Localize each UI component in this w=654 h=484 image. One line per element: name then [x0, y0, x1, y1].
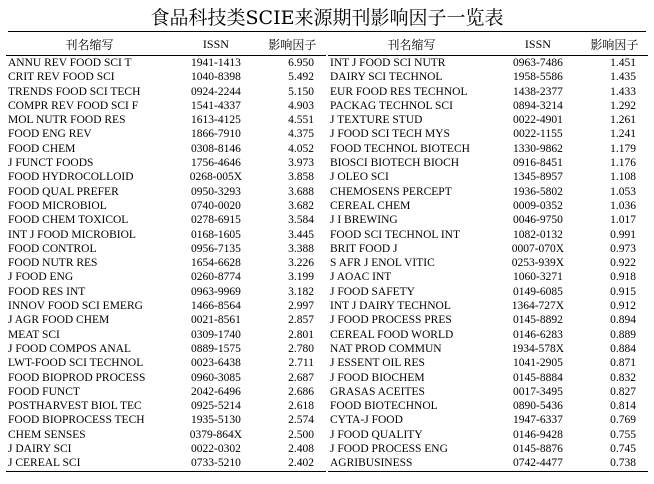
table-row — [6, 371, 326, 385]
table-row — [6, 70, 326, 84]
table-row — [6, 313, 326, 327]
cell-issn: 0253-939X — [511, 257, 565, 270]
cell-journal-abbr: FOOD HYDROCOLLOID — [8, 171, 134, 184]
cell-journal-abbr: CEREAL CHEM — [330, 199, 411, 212]
cell-journal-abbr: J TEXTURE STUD — [330, 114, 423, 127]
cell-issn: 0963-9969 — [191, 285, 241, 298]
cell-issn: 0017-3495 — [513, 385, 563, 398]
cell-journal-abbr: FOOD FUNCT — [8, 385, 80, 398]
cell-journal-abbr: INNOV FOOD SCI EMERG — [8, 300, 143, 313]
cell-issn: 1654-6628 — [191, 257, 241, 270]
cell-issn: 0023-6438 — [191, 357, 241, 370]
cell-journal-abbr: TRENDS FOOD SCI TECH — [8, 85, 141, 98]
table-row — [328, 70, 648, 84]
cell-journal-abbr: BRIT FOOD J — [330, 242, 398, 255]
table-row — [328, 142, 648, 156]
cell-journal-abbr: POSTHARVEST BIOL TEC — [8, 400, 142, 413]
cell-impact-factor: 0.832 — [610, 371, 636, 384]
cell-journal-abbr: J CEREAL SCI — [6, 456, 173, 471]
cell-impact-factor: 3.388 — [288, 242, 314, 255]
cell-impact-factor: 0.871 — [610, 357, 636, 370]
cell-journal-abbr: J FOOD COMPOS ANAL — [8, 342, 132, 355]
table-row — [328, 156, 648, 170]
table-row — [328, 442, 648, 456]
cell-issn: 0022-0302 — [191, 443, 241, 456]
cell-impact-factor: 1.036 — [610, 199, 636, 212]
table-row — [6, 56, 326, 71]
table-row — [6, 85, 326, 99]
cell-impact-factor: 3.682 — [288, 199, 314, 212]
table-row — [6, 385, 326, 399]
cell-journal-abbr: FOOD QUAL PREFER — [8, 185, 119, 198]
cell-journal-abbr: J ESSENT OIL RES — [330, 357, 425, 370]
table-row — [328, 113, 648, 127]
table-row — [6, 213, 326, 227]
cell-issn: 0733-5210 — [173, 456, 259, 471]
cell-journal-abbr: COMPR REV FOOD SCI F — [8, 99, 139, 112]
journal-tables — [6, 35, 648, 472]
cell-impact-factor: 2.618 — [288, 400, 314, 413]
cell-journal-abbr: J OLEO SCI — [330, 171, 389, 184]
table-row — [6, 228, 326, 242]
cell-impact-factor: 1.261 — [610, 114, 636, 127]
table-row — [6, 428, 326, 442]
table-row — [6, 156, 326, 170]
cell-impact-factor: 2.780 — [288, 342, 314, 355]
cell-impact-factor: 1.176 — [610, 157, 636, 170]
table-row — [6, 185, 326, 199]
cell-impact-factor: 3.182 — [288, 285, 314, 298]
cell-impact-factor: 3.226 — [288, 257, 314, 270]
table-row — [6, 99, 326, 113]
cell-journal-abbr: AGRIBUSINESS — [328, 456, 495, 471]
cell-impact-factor: 0.991 — [610, 228, 636, 241]
table-row — [328, 399, 648, 413]
page-title: 食品科技类SCIE来源期刊影响因子一览表 — [150, 7, 504, 29]
cell-issn: 1947-6337 — [513, 414, 563, 427]
table-row — [328, 299, 648, 313]
table-row — [328, 371, 648, 385]
cell-impact-factor: 3.584 — [288, 214, 314, 227]
cell-impact-factor: 5.492 — [288, 71, 314, 84]
cell-issn: 1330-9862 — [513, 142, 563, 155]
cell-journal-abbr: CHEM SENSES — [8, 428, 86, 441]
cell-issn: 1082-0132 — [513, 228, 563, 241]
table-row — [6, 199, 326, 213]
cell-impact-factor: 0.814 — [610, 400, 636, 413]
column-header-issn: ISSN — [173, 35, 259, 56]
table-row — [328, 127, 648, 141]
cell-impact-factor: 4.551 — [288, 114, 314, 127]
cell-journal-abbr: MEAT SCI — [8, 328, 60, 341]
cell-issn: 1934-578X — [511, 342, 565, 355]
cell-issn: 0740-0020 — [191, 199, 241, 212]
table-row — [6, 413, 326, 427]
table-row — [6, 456, 326, 471]
cell-journal-abbr: PACKAG TECHNOL SCI — [330, 99, 453, 112]
table-row — [328, 56, 648, 71]
cell-issn: 0308-8146 — [191, 142, 241, 155]
cell-issn: 0009-0352 — [513, 199, 563, 212]
cell-issn: 0742-4477 — [495, 456, 581, 471]
table-row — [6, 399, 326, 413]
cell-impact-factor: 0.738 — [581, 456, 648, 471]
cell-journal-abbr: J FOOD PROCESS ENG — [330, 443, 448, 456]
cell-journal-abbr: S AFR J ENOL VITIC — [330, 257, 435, 270]
cell-journal-abbr: CYTA-J FOOD — [330, 414, 403, 427]
cell-issn: 0889-1575 — [191, 342, 241, 355]
cell-issn: 0022-1155 — [513, 128, 563, 141]
table-row — [328, 185, 648, 199]
cell-journal-abbr: BIOSCI BIOTECH BIOCH — [330, 157, 460, 170]
cell-issn: 1613-4125 — [191, 114, 241, 127]
cell-issn: 1935-5130 — [191, 414, 241, 427]
cell-impact-factor: 0.922 — [610, 257, 636, 270]
column-header-impact-factor: 影响因子 — [581, 35, 648, 56]
cell-issn: 0309-1740 — [191, 328, 241, 341]
table-row — [6, 285, 326, 299]
cell-impact-factor: 0.912 — [610, 300, 636, 313]
cell-issn: 1040-8398 — [191, 71, 241, 84]
cell-journal-abbr: INT J FOOD SCI NUTR — [330, 57, 446, 69]
journal-table-left — [6, 35, 326, 472]
cell-journal-abbr: J AGR FOOD CHEM — [8, 314, 110, 327]
table-row — [6, 170, 326, 184]
cell-issn: 0890-5436 — [513, 400, 563, 413]
cell-impact-factor: 0.918 — [610, 271, 636, 284]
cell-issn: 0146-6283 — [513, 328, 563, 341]
cell-journal-abbr: J AOAC INT — [330, 271, 392, 284]
cell-impact-factor: 2.711 — [288, 357, 314, 370]
cell-issn: 1060-3271 — [513, 271, 563, 284]
journal-table-right — [328, 35, 648, 472]
cell-issn: 0145-8892 — [513, 314, 563, 327]
cell-journal-abbr: DAIRY SCI TECHNOL — [330, 71, 443, 84]
cell-journal-abbr: CHEMOSENS PERCEPT — [330, 185, 452, 198]
cell-impact-factor: 6.950 — [288, 57, 314, 69]
cell-issn: 0963-7486 — [513, 57, 563, 69]
cell-journal-abbr: J FUNCT FOODS — [8, 157, 94, 170]
table-row — [6, 299, 326, 313]
cell-journal-abbr: J FOOD PROCESS PRES — [330, 314, 452, 327]
cell-journal-abbr: FOOD BIOPROD PROCESS — [8, 371, 146, 384]
cell-impact-factor: 3.688 — [288, 185, 314, 198]
cell-journal-abbr: CRIT REV FOOD SCI — [8, 71, 115, 84]
table-row — [328, 285, 648, 299]
cell-journal-abbr: NAT PROD COMMUN — [330, 342, 442, 355]
cell-issn: 0916-8451 — [513, 157, 563, 170]
cell-impact-factor: 0.973 — [610, 242, 636, 255]
cell-issn: 1466-8564 — [191, 300, 241, 313]
cell-issn: 0924-2244 — [191, 85, 241, 98]
table-row — [328, 228, 648, 242]
table-row — [6, 256, 326, 270]
cell-journal-abbr: GRASAS ACEITES — [330, 385, 425, 398]
cell-journal-abbr: J FOOD ENG — [8, 271, 74, 284]
table-row — [328, 170, 648, 184]
cell-issn: 0260-8774 — [191, 271, 241, 284]
cell-impact-factor: 1.179 — [610, 142, 636, 155]
cell-journal-abbr: CEREAL FOOD WORLD — [330, 328, 454, 341]
cell-impact-factor: 0.769 — [610, 414, 636, 427]
cell-issn: 0950-3293 — [191, 185, 241, 198]
cell-issn: 1364-727X — [511, 300, 565, 313]
cell-issn: 0925-5214 — [191, 400, 241, 413]
cell-issn: 1941-1413 — [191, 57, 241, 69]
cell-impact-factor: 0.915 — [610, 285, 636, 298]
cell-journal-abbr: FOOD MICROBIOL — [8, 199, 107, 212]
cell-issn: 2042-6496 — [191, 385, 241, 398]
cell-journal-abbr: FOOD TECHNOL BIOTECH — [330, 142, 470, 155]
cell-impact-factor: 2.574 — [288, 414, 314, 427]
table-row — [6, 356, 326, 370]
cell-journal-abbr: FOOD BIOTECHNOL — [330, 400, 438, 413]
cell-journal-abbr: J FOOD SCI TECH MYS — [330, 128, 450, 141]
table-row — [328, 428, 648, 442]
cell-journal-abbr: J FOOD SAFETY — [330, 285, 415, 298]
table-row — [6, 113, 326, 127]
cell-journal-abbr: FOOD CONTROL — [8, 242, 97, 255]
cell-journal-abbr: FOOD CHEM — [8, 142, 76, 155]
cell-impact-factor: 0.745 — [610, 443, 636, 456]
column-header-issn: ISSN — [495, 35, 581, 56]
cell-issn: 0149-6085 — [513, 285, 563, 298]
cell-impact-factor: 2.408 — [288, 443, 314, 456]
table-row — [328, 456, 648, 471]
table-row — [6, 127, 326, 141]
table-row — [328, 85, 648, 99]
table-row — [6, 142, 326, 156]
cell-issn: 1756-4646 — [191, 157, 241, 170]
cell-impact-factor: 2.402 — [259, 456, 326, 471]
cell-issn: 0268-005X — [189, 171, 243, 184]
cell-issn: 0894-3214 — [513, 99, 563, 112]
cell-journal-abbr: INT J DAIRY TECHNOL — [330, 300, 451, 313]
cell-issn: 0022-4901 — [513, 114, 563, 127]
cell-journal-abbr: FOOD BIOPROCESS TECH — [8, 414, 145, 427]
cell-impact-factor: 0.894 — [610, 314, 636, 327]
table-row — [328, 356, 648, 370]
journal-table-left-body — [6, 56, 326, 472]
cell-impact-factor: 1.435 — [610, 71, 636, 84]
cell-impact-factor: 1.292 — [610, 99, 636, 112]
table-row — [6, 442, 326, 456]
cell-issn: 0007-070X — [511, 242, 565, 255]
cell-impact-factor: 2.857 — [288, 314, 314, 327]
cell-impact-factor: 1.433 — [610, 85, 636, 98]
cell-impact-factor: 4.052 — [288, 142, 314, 155]
cell-journal-abbr: FOOD ENG REV — [8, 128, 92, 141]
cell-impact-factor: 3.199 — [288, 271, 314, 284]
cell-journal-abbr: J FOOD QUALITY — [330, 428, 423, 441]
cell-journal-abbr: INT J FOOD MICROBIOL — [8, 228, 136, 241]
cell-issn: 1936-5802 — [513, 185, 563, 198]
journal-table-right-body — [328, 56, 648, 472]
cell-issn: 0960-3085 — [191, 371, 241, 384]
cell-journal-abbr: FOOD RES INT — [8, 285, 86, 298]
table-row — [328, 99, 648, 113]
cell-impact-factor: 5.150 — [288, 85, 314, 98]
cell-impact-factor: 2.687 — [288, 371, 314, 384]
cell-impact-factor: 4.903 — [288, 99, 314, 112]
table-row — [328, 199, 648, 213]
table-row — [328, 242, 648, 256]
table-row — [328, 413, 648, 427]
cell-issn: 1866-7910 — [191, 128, 241, 141]
cell-impact-factor: 0.884 — [610, 342, 636, 355]
cell-issn: 0168-1605 — [191, 228, 241, 241]
cell-impact-factor: 3.445 — [288, 228, 314, 241]
table-row — [6, 270, 326, 284]
table-row — [328, 213, 648, 227]
cell-issn: 1541-4337 — [191, 99, 241, 112]
table-row — [328, 342, 648, 356]
table-row — [328, 256, 648, 270]
title-divider — [8, 31, 646, 32]
cell-journal-abbr: LWT-FOOD SCI TECHNOL — [8, 357, 144, 370]
table-row — [6, 342, 326, 356]
cell-impact-factor: 0.827 — [610, 385, 636, 398]
table-row — [328, 328, 648, 342]
cell-issn: 0278-6915 — [191, 214, 241, 227]
cell-journal-abbr: ANNU REV FOOD SCI T — [8, 57, 132, 69]
cell-impact-factor: 3.973 — [288, 157, 314, 170]
cell-journal-abbr: J FOOD BIOCHEM — [330, 371, 425, 384]
cell-impact-factor: 2.801 — [288, 328, 314, 341]
cell-journal-abbr: EUR FOOD RES TECHNOL — [330, 85, 468, 98]
cell-issn: 0145-8884 — [513, 371, 563, 384]
cell-journal-abbr: MOL NUTR FOOD RES — [8, 114, 126, 127]
cell-impact-factor: 1.108 — [610, 171, 636, 184]
column-header-abbr: 刊名缩写 — [328, 35, 495, 56]
cell-issn: 0956-7135 — [191, 242, 241, 255]
cell-impact-factor: 4.375 — [288, 128, 314, 141]
cell-impact-factor: 1.017 — [610, 214, 636, 227]
cell-impact-factor: 2.686 — [288, 385, 314, 398]
table-row — [328, 270, 648, 284]
cell-impact-factor: 0.889 — [610, 328, 636, 341]
cell-impact-factor: 3.858 — [288, 171, 314, 184]
cell-impact-factor: 1.241 — [610, 128, 636, 141]
cell-issn: 0145-8876 — [513, 443, 563, 456]
cell-issn: 1438-2377 — [513, 85, 563, 98]
column-header-impact-factor: 影响因子 — [259, 35, 326, 56]
cell-journal-abbr: J I BREWING — [330, 214, 398, 227]
cell-journal-abbr: FOOD SCI TECHNOL INT — [330, 228, 461, 241]
cell-issn: 0379-864X — [189, 428, 243, 441]
cell-journal-abbr: J DAIRY SCI — [8, 443, 72, 456]
table-row — [6, 242, 326, 256]
cell-issn: 0146-9428 — [513, 428, 563, 441]
table-row — [6, 328, 326, 342]
cell-issn: 1958-5586 — [513, 71, 563, 84]
cell-journal-abbr: FOOD NUTR RES — [8, 257, 98, 270]
cell-impact-factor: 2.500 — [288, 428, 314, 441]
table-row — [328, 385, 648, 399]
cell-issn: 0046-9750 — [513, 214, 563, 227]
cell-impact-factor: 2.997 — [288, 300, 314, 313]
cell-impact-factor: 0.755 — [610, 428, 636, 441]
cell-issn: 1041-2905 — [513, 357, 563, 370]
cell-impact-factor: 1.451 — [610, 57, 636, 69]
cell-issn: 0021-8561 — [191, 314, 241, 327]
cell-impact-factor: 1.053 — [610, 185, 636, 198]
cell-journal-abbr: FOOD CHEM TOXICOL — [8, 214, 129, 227]
table-row — [328, 313, 648, 327]
column-header-abbr: 刊名缩写 — [6, 35, 173, 56]
cell-issn: 1345-8957 — [513, 171, 563, 184]
